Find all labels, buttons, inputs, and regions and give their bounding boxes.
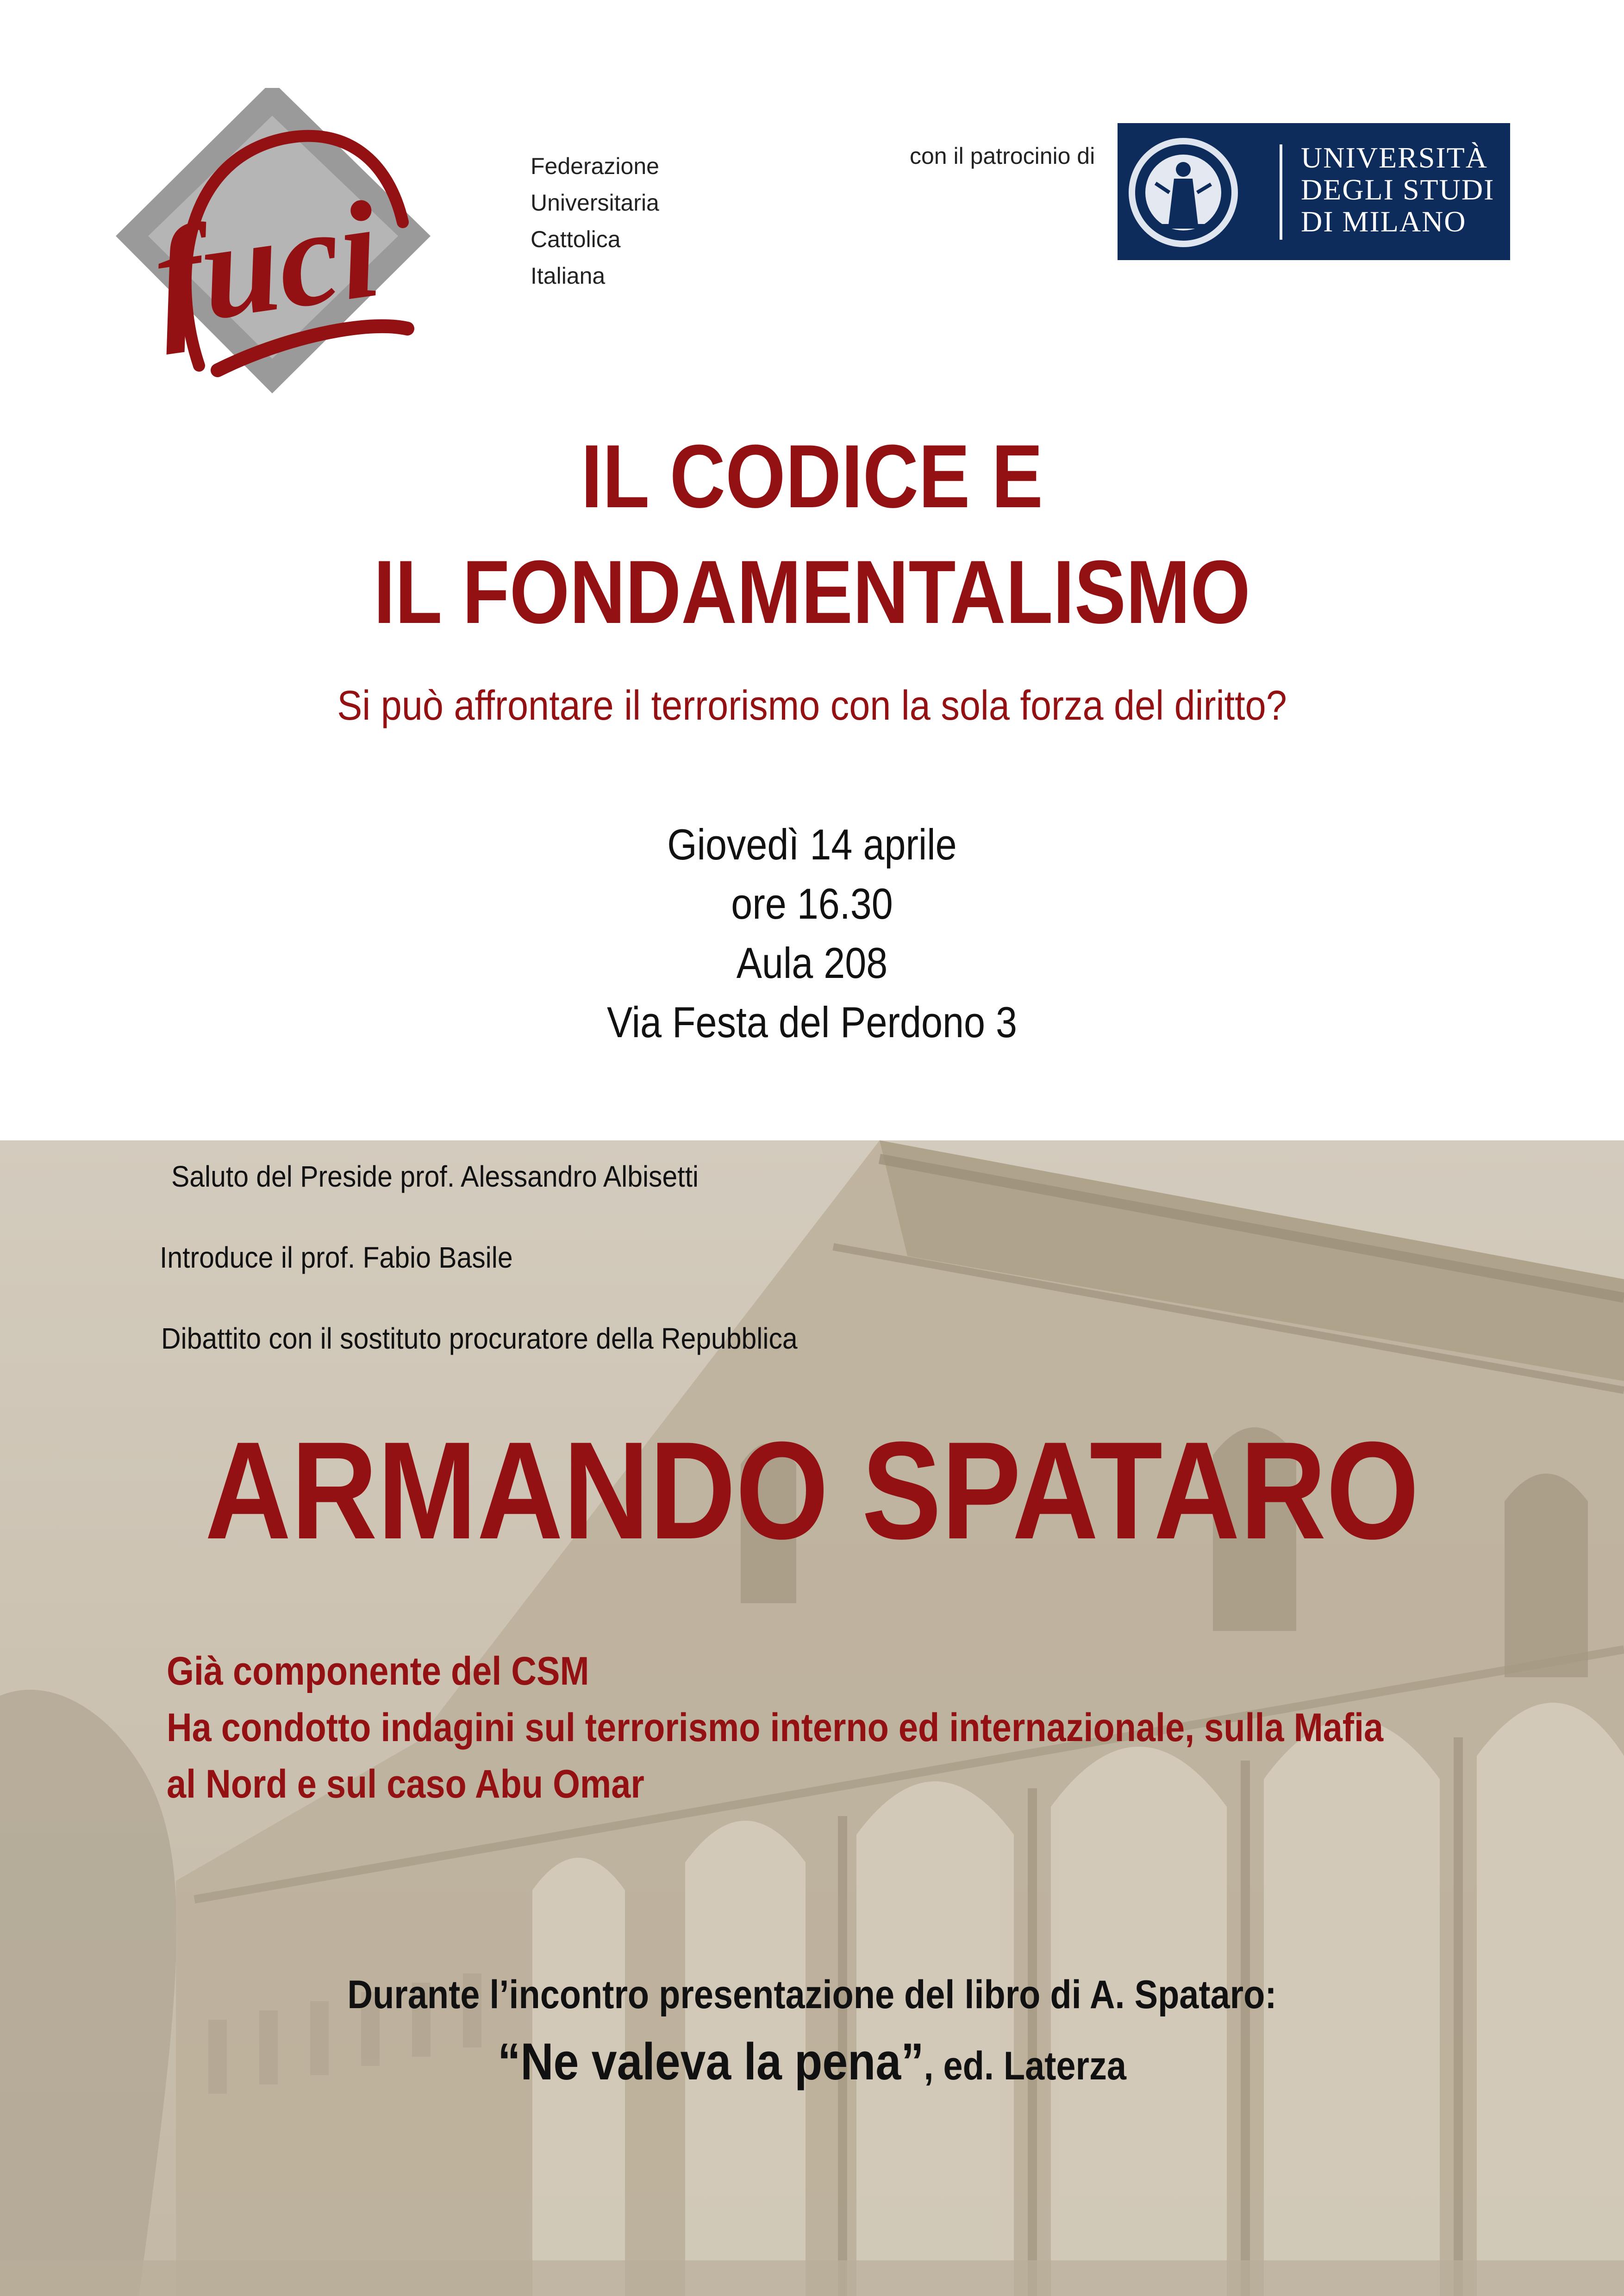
event-date: Giovedì 14 aprile xyxy=(667,820,957,869)
speaker-bio-line: Già componente del CSM xyxy=(167,1649,589,1693)
program-greeting: Saluto del Preside prof. Alessandro Albisetti xyxy=(171,1160,699,1193)
speaker-bio-line: Ha condotto indagini sul terrorismo interno ed internazionale, sulla Mafia xyxy=(167,1705,1384,1750)
event-title-line-1: IL CODICE E xyxy=(581,426,1043,527)
book-title: “Ne valeva la pena” xyxy=(498,2033,924,2091)
organization-line: Federazione xyxy=(531,153,659,179)
speaker-bio xyxy=(167,1643,1383,1812)
event-title-line-2: IL FONDAMENTALISMO xyxy=(374,542,1250,642)
organization-line: Universitaria xyxy=(531,190,659,216)
fuci-logo xyxy=(106,88,440,393)
fuci-logo-text: fuci xyxy=(145,172,388,355)
book-presentation-intro: Durante l’incontro presentazione del libro di A. Spataro: xyxy=(347,1972,1277,2017)
program-debate: Dibattito con il sostituto procuratore della Repubblica xyxy=(161,1322,798,1355)
organization-line: Cattolica xyxy=(531,226,621,252)
patronage-label: con il patrocinio di xyxy=(910,143,1095,169)
university-logo-divider xyxy=(1280,144,1282,240)
university-logo-text xyxy=(1301,142,1494,237)
university-seal-icon xyxy=(1123,132,1243,253)
book-reference xyxy=(97,2032,1526,2108)
university-logo xyxy=(1118,123,1510,260)
event-subtitle: Si può affrontare il terrorismo con la sola forza del diritto? xyxy=(337,683,1287,729)
book-publisher: , ed. Laterza xyxy=(924,2044,1126,2088)
event-room: Aula 208 xyxy=(736,939,888,987)
speaker-bio-line: al Nord e sul caso Abu Omar xyxy=(167,1762,644,1806)
event-time: ore 16.30 xyxy=(731,879,893,928)
university-logo-line: DI MILANO xyxy=(1301,205,1467,238)
speaker-name: ARMANDO SPATARO xyxy=(205,1412,1419,1568)
event-address: Via Festa del Perdono 3 xyxy=(606,998,1017,1046)
organization-name xyxy=(531,148,762,294)
university-logo-line: UNIVERSITÀ xyxy=(1301,141,1488,174)
organization-line: Italiana xyxy=(531,263,606,289)
program-introduction: Introduce il prof. Fabio Basile xyxy=(160,1241,513,1274)
university-logo-line: DEGLI STUDI xyxy=(1301,173,1495,206)
